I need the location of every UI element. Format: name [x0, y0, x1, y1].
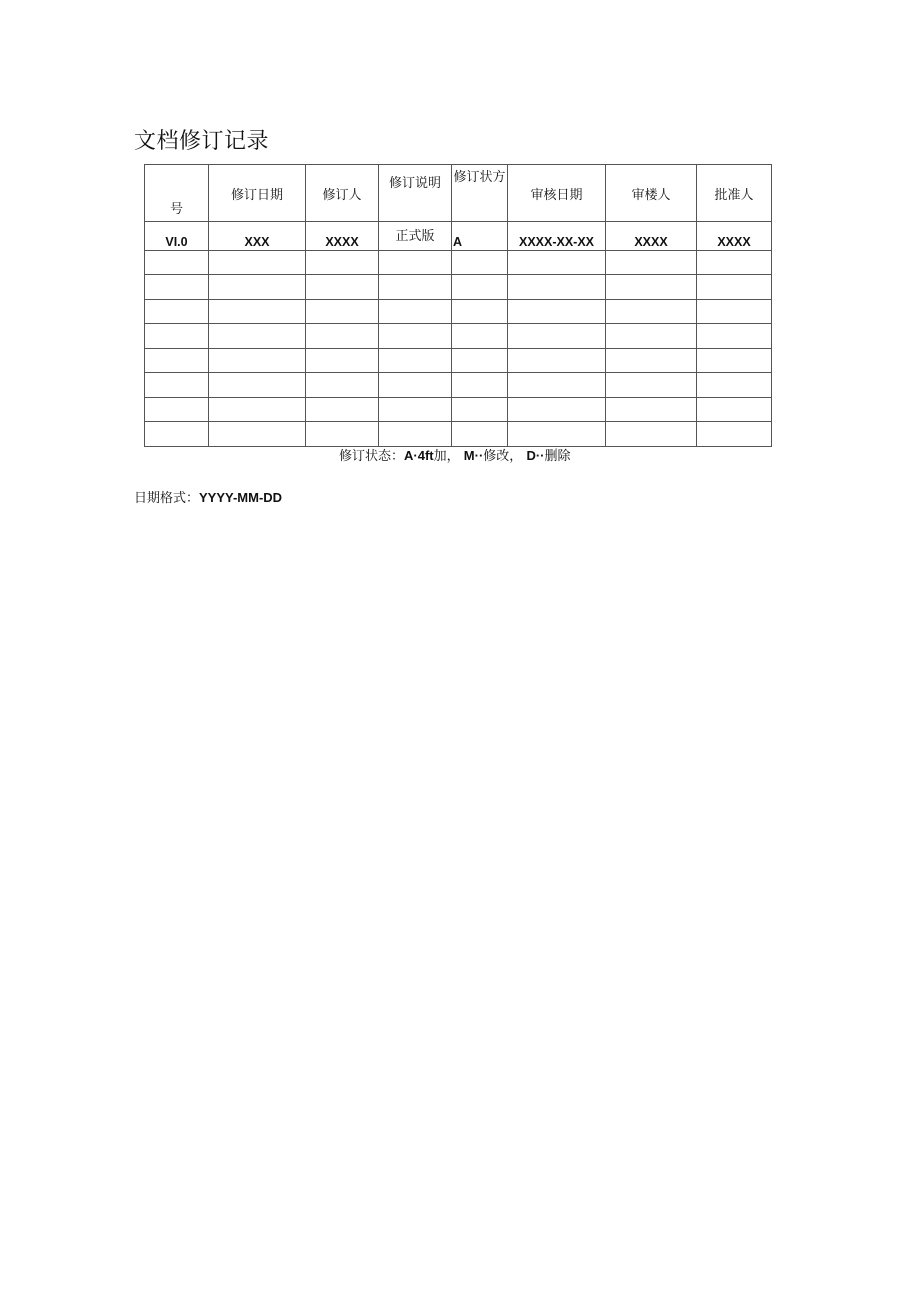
approver-cell: XXXX — [697, 222, 772, 251]
revision-date-cell: XXX — [209, 222, 306, 251]
header-cell: 修订说明 — [379, 165, 452, 222]
table-row — [145, 397, 772, 422]
table-row — [145, 299, 772, 324]
table-row — [145, 348, 772, 373]
revision-status-cell: A — [452, 222, 508, 251]
table-row — [145, 222, 772, 251]
header-cell: 修订状方 — [452, 165, 508, 222]
legend-label: 修订状态： — [339, 449, 405, 464]
page-title: 文档修订记录 — [134, 129, 270, 154]
header-cell: 号 — [145, 165, 209, 222]
status-legend — [339, 445, 571, 464]
revision-table — [144, 164, 772, 447]
table-header-row — [145, 165, 772, 222]
table-row — [145, 250, 772, 275]
header-cell: 审核日期 — [508, 165, 606, 222]
table-row — [145, 373, 772, 398]
date-format-value: YYYY-MM-DD — [199, 490, 283, 505]
legend-a-code: A·4ft — [404, 448, 434, 463]
header-cell: 审楼人 — [606, 165, 697, 222]
legend-d-code: D·· — [526, 448, 545, 463]
version-cell: VI.0 — [145, 222, 209, 251]
table-row — [145, 324, 772, 349]
header-cell: 批准人 — [697, 165, 772, 222]
date-format-label: 日期格式： — [134, 491, 200, 506]
legend-m-code: M·· — [463, 448, 484, 463]
legend-a-text: 加， — [433, 449, 460, 464]
revision-note-cell: 正式版 — [379, 222, 452, 251]
date-format-note — [134, 487, 282, 506]
reviser-cell: XXXX — [306, 222, 379, 251]
header-cell: 修订人 — [306, 165, 379, 222]
legend-m-text: 修改， — [483, 449, 523, 464]
legend-d-text: 删除 — [544, 449, 571, 464]
table-row — [145, 275, 772, 300]
table-row — [145, 422, 772, 447]
review-date-cell: XXXX-XX-XX — [508, 222, 606, 251]
reviewer-cell: XXXX — [606, 222, 697, 251]
header-cell: 修订日期 — [209, 165, 306, 222]
